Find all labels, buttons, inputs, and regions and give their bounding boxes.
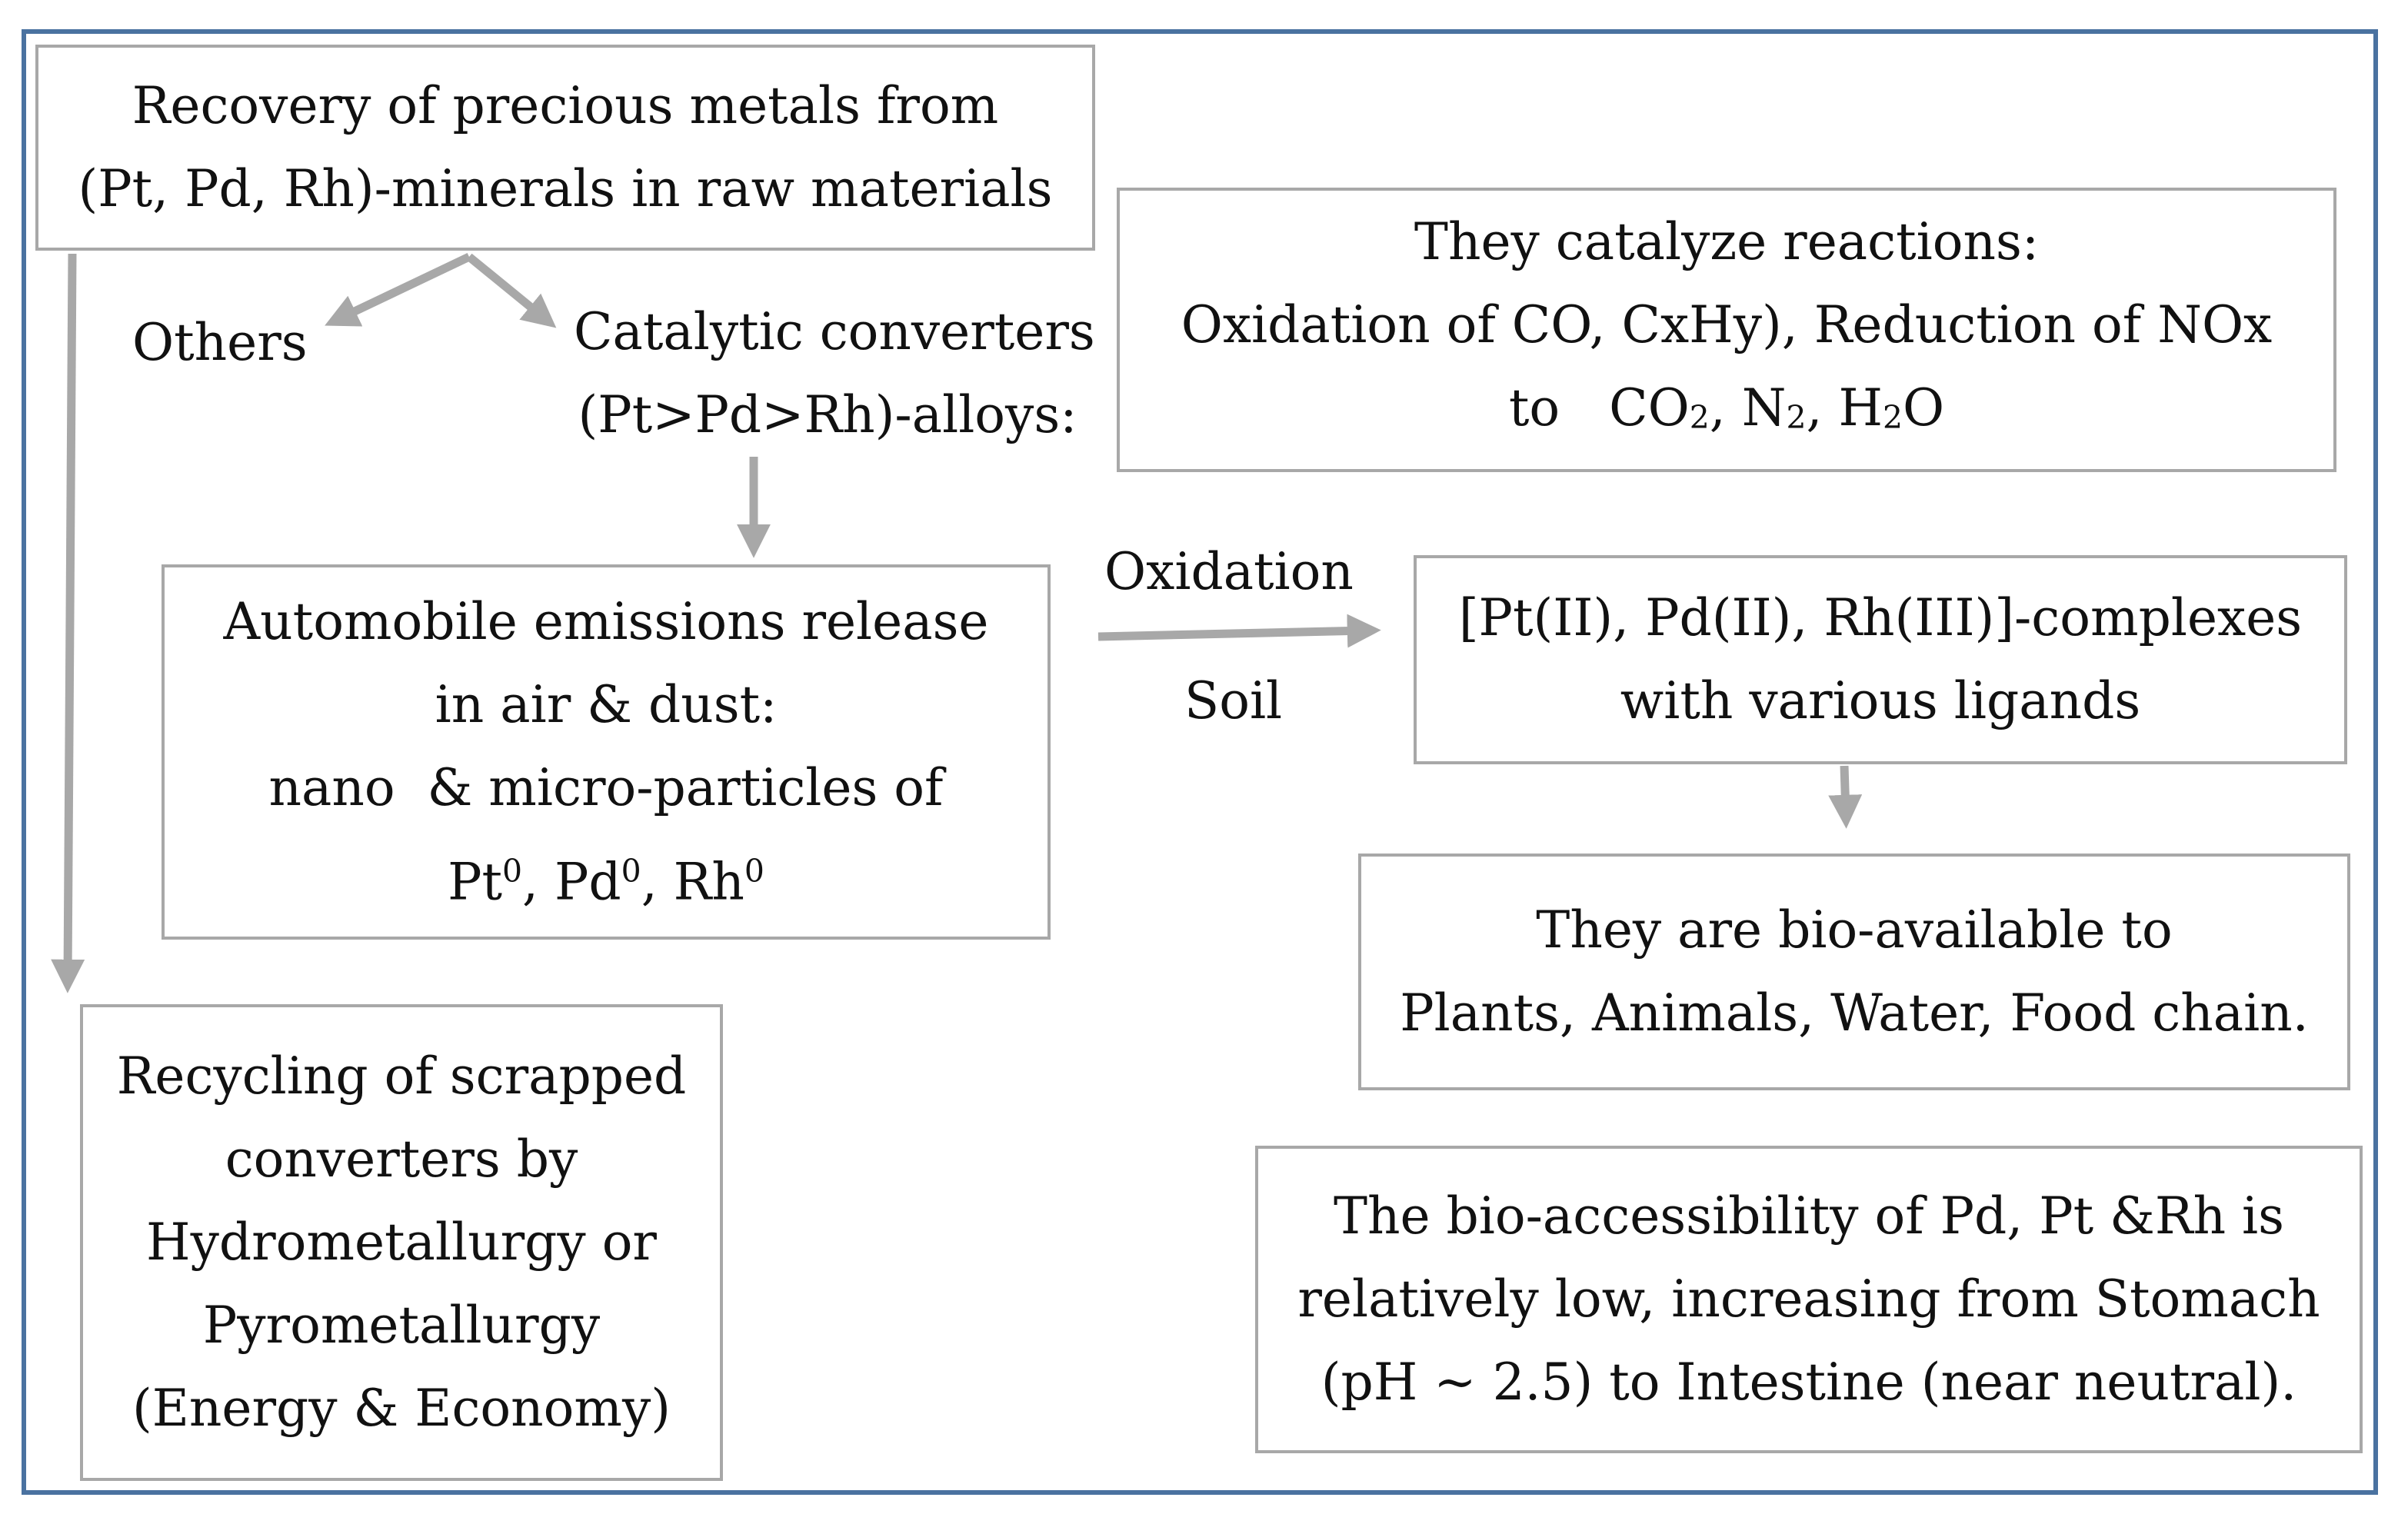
emissions-rh: , Rh [641, 852, 744, 912]
complexes-line-1: [Pt(II), Pd(II), Rh(III)]-complexes [1458, 588, 2303, 647]
soil-label: Soil [1184, 671, 1283, 730]
recovery-line-2: (Pt, Pd, Rh)-minerals in raw materials [78, 159, 1053, 218]
catalyze-line-2: Oxidation of CO, CxHy), Reduction of NOx [1181, 294, 2273, 354]
emissions-rh-sup: 0 [744, 852, 764, 890]
bioavailable-line-2: Plants, Animals, Water, Food chain. [1400, 983, 2309, 1043]
catalyze-n: , N [1709, 378, 1787, 438]
others-label: Others [132, 313, 308, 372]
emissions-pd-sup: 0 [621, 852, 641, 890]
bioavailable-line-1: They are bio-available to [1536, 900, 2173, 960]
recycling-line-5: (Energy & Economy) [132, 1379, 671, 1438]
bioaccessibility-box [1255, 1146, 2363, 1453]
emissions-box [162, 564, 1051, 940]
bioaccessibility-line-2: relatively low, increasing from Stomach [1297, 1269, 2320, 1329]
emissions-pt-sup: 0 [502, 852, 523, 890]
emissions-line-1: Automobile emissions release [223, 591, 989, 651]
catalytic-line-2: (Pt>Pd>Rh)-alloys: [578, 385, 1077, 444]
catalyze-line-3 [1509, 367, 1944, 459]
complexes-box [1414, 555, 2347, 764]
catalytic-line-1: Catalytic converters [574, 302, 1095, 361]
catalyze-h: , H [1806, 378, 1883, 438]
catalyze-co: CO [1609, 378, 1690, 438]
emissions-pt: Pt [448, 852, 503, 912]
recycling-line-3: Hydrometallurgy or [146, 1213, 657, 1272]
catalyze-box [1117, 188, 2336, 472]
recovery-box [35, 45, 1095, 251]
emissions-line-4 [448, 830, 764, 924]
recycling-line-4: Pyrometallurgy [202, 1296, 601, 1355]
recycling-line-1: Recycling of scrapped [116, 1047, 687, 1106]
catalyze-line-1: They catalyze reactions: [1414, 211, 2040, 271]
catalyze-to: to [1508, 378, 1560, 438]
catalyze-n-sub: 2 [1786, 399, 1807, 437]
recovery-line-1: Recovery of precious metals from [132, 76, 999, 135]
bioavailable-box [1358, 854, 2350, 1090]
emissions-line-3: nano & micro-particles of [268, 757, 944, 817]
recycling-box [80, 1004, 723, 1481]
catalyze-co-sub: 2 [1689, 399, 1710, 437]
bioaccessibility-line-3: (pH ~ 2.5) to Intestine (near neutral). [1321, 1353, 2297, 1412]
emissions-pd: , Pd [522, 852, 621, 912]
complexes-line-2: with various ligands [1620, 671, 2141, 730]
oxidation-label: Oxidation [1104, 542, 1354, 601]
catalytic-converters-label [574, 291, 1095, 457]
emissions-line-2: in air & dust: [435, 674, 778, 734]
catalyze-o: O [1903, 378, 1945, 438]
catalyze-h-sub: 2 [1883, 399, 1903, 437]
bioaccessibility-line-1: The bio-accessibility of Pd, Pt &Rh is [1333, 1186, 2285, 1246]
recycling-line-2: converters by [225, 1130, 578, 1189]
